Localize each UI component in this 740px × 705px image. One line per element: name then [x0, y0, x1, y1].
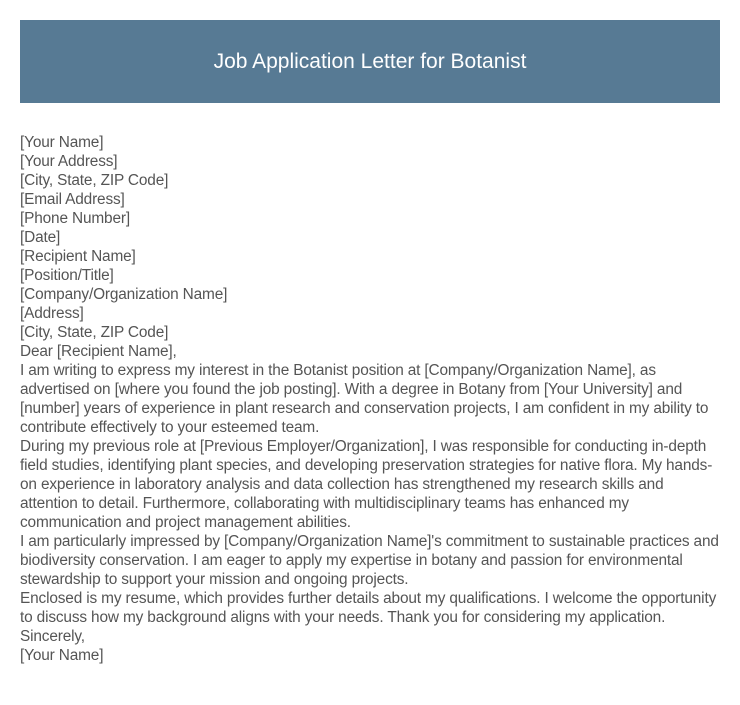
recipient-address: [Address] [20, 305, 84, 322]
page-title: Job Application Letter for Botanist [213, 49, 527, 73]
recipient-company: [Company/Organization Name] [20, 286, 228, 303]
paragraph-intro: I am writing to express my interest in the Botanist position at [Company/Organization Name], as advertised on [where you found the job posting]. With a degree in Botany from [Your University] and [number] years of experience in plant research and conservation projects, I am confident in my ability to contribute effectively to your esteemed team. [20, 362, 709, 436]
sender-city-state-zip: [City, State, ZIP Code] [20, 172, 169, 189]
letter-body [20, 133, 725, 665]
salutation: Dear [Recipient Name], [20, 343, 177, 360]
paragraph-motivation: I am particularly impressed by [Company/Organization Name]'s commitment to sustainable practices and biodiversity conservation. I am eager to apply my expertise in botany and passion for environmental stewardship to support your mission and ongoing projects. [20, 533, 719, 588]
page-header [20, 20, 720, 103]
sender-phone: [Phone Number] [20, 210, 130, 227]
closing: Sincerely, [20, 628, 85, 645]
letter-date: [Date] [20, 229, 61, 246]
recipient-city-state-zip: [City, State, ZIP Code] [20, 324, 169, 341]
recipient-position: [Position/Title] [20, 267, 114, 284]
paragraph-closing: Enclosed is my resume, which provides further details about my qualifications. I welcome the opportunity to discuss how my background aligns with your needs. Thank you for considering my application. [20, 590, 717, 626]
signature: [Your Name] [20, 647, 104, 664]
sender-address: [Your Address] [20, 153, 118, 170]
recipient-name: [Recipient Name] [20, 248, 136, 265]
sender-name: [Your Name] [20, 134, 104, 151]
sender-email: [Email Address] [20, 191, 125, 208]
paragraph-experience: During my previous role at [Previous Employer/Organization], I was responsible for conducting in-depth field studies, identifying plant species, and developing preservation strategies for native flora. My hands-on experience in laboratory analysis and data collection has strengthened my research skills and attention to detail. Furthermore, collaborating with multidisciplinary teams has enhanced my communication and project management abilities. [20, 438, 713, 531]
